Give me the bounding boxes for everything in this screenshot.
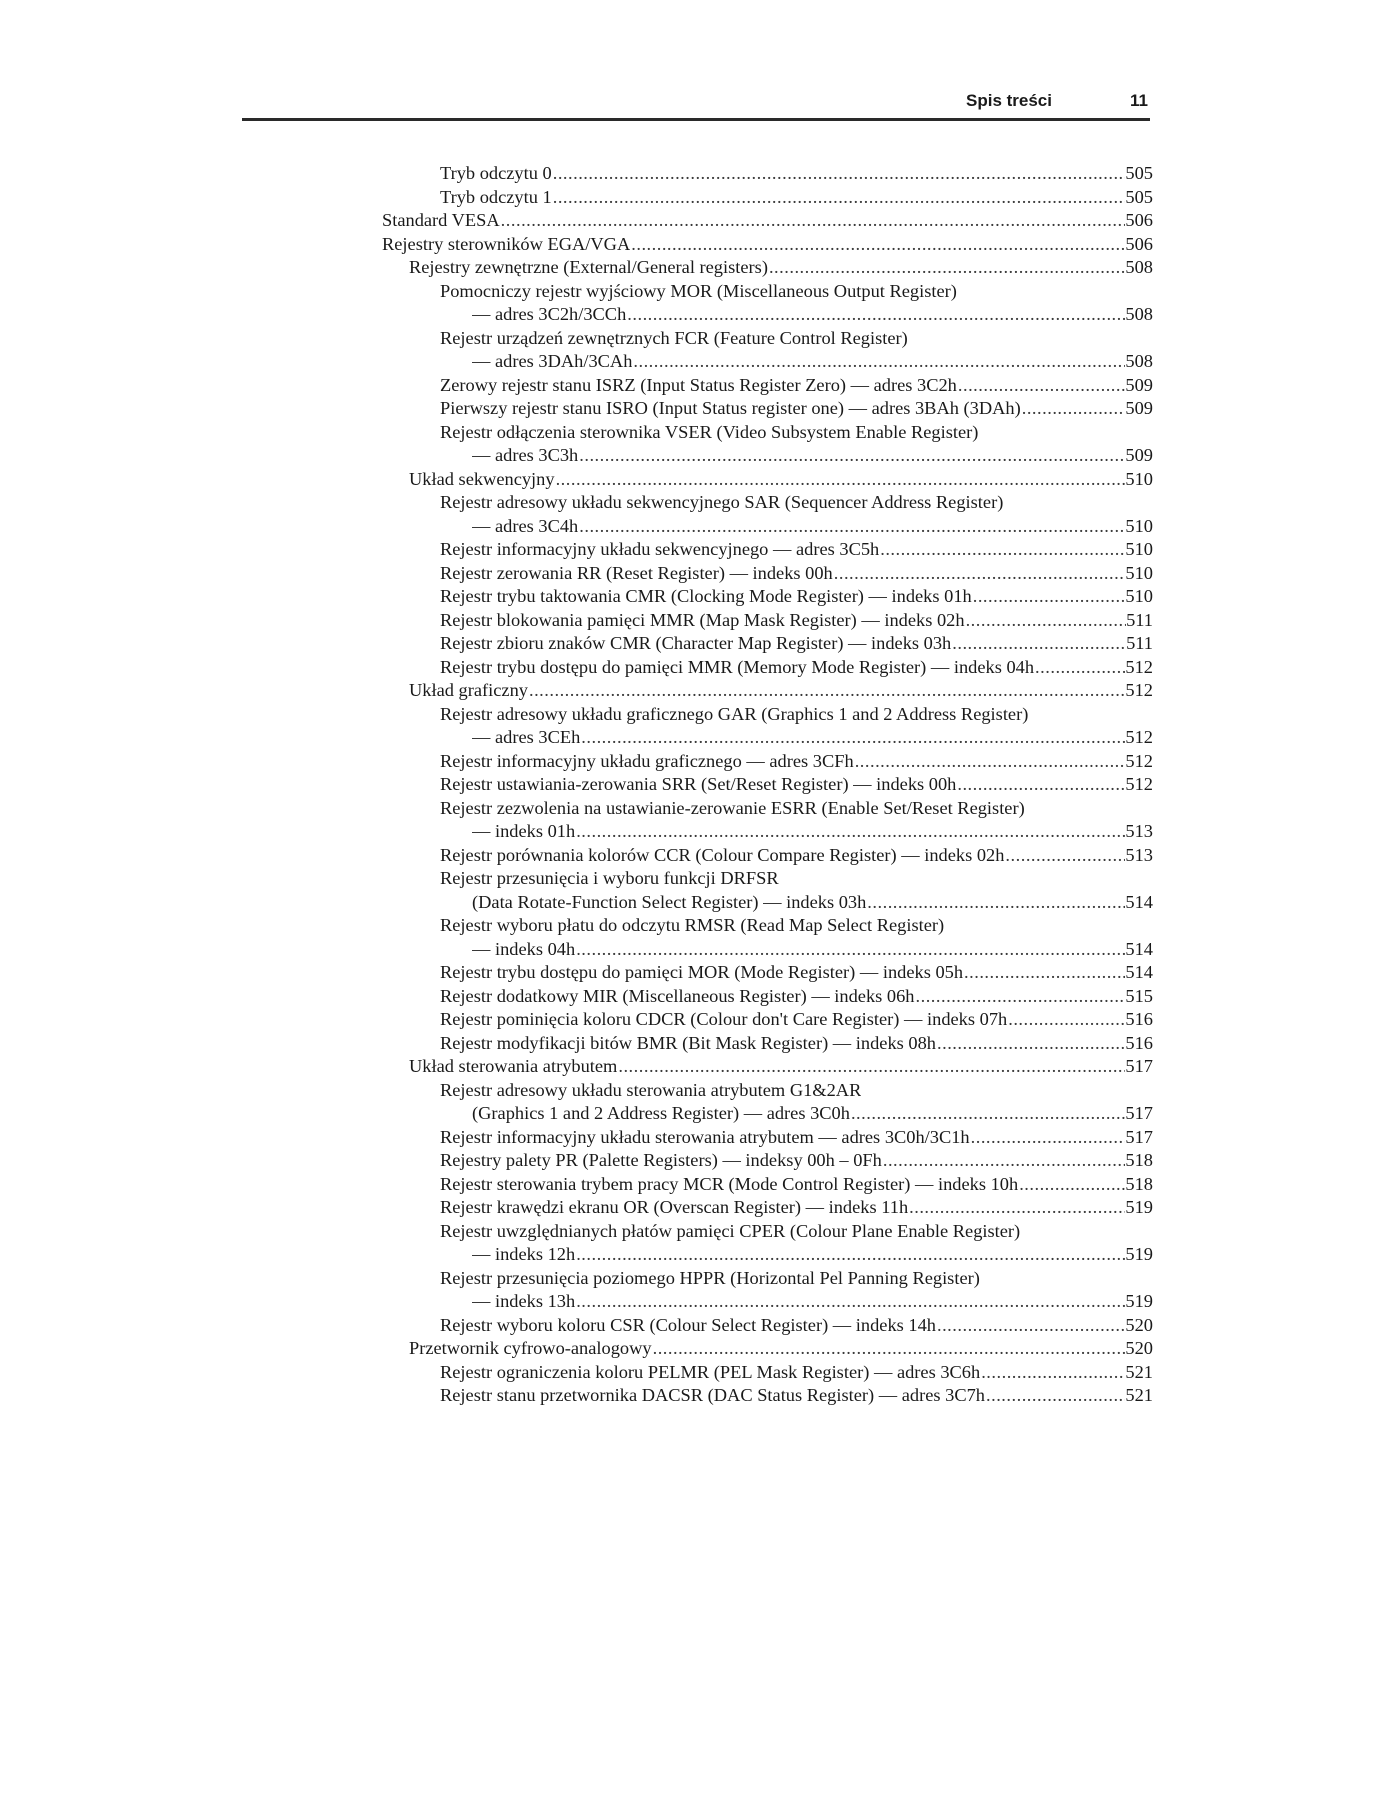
toc-entry-title: Rejestr informacyjny układu graficznego — adres 3CFh (440, 750, 854, 771)
toc-leader-dots (579, 444, 1125, 468)
toc-entry-title: Zerowy rejestr stanu ISRZ (Input Status Register Zero) — adres 3C2h (440, 374, 957, 395)
toc-leader-dots (937, 1314, 1125, 1338)
toc-entry-page: 511 (1126, 609, 1153, 630)
toc-entry[interactable] (382, 797, 1153, 821)
toc-entry-title: Rejestr trybu taktowania CMR (Clocking Mode Register) — indeks 01h (440, 586, 972, 606)
toc-leader-dots (581, 726, 1125, 750)
toc-entry-page: 519 (1125, 1197, 1153, 1217)
toc-leader-dots (973, 585, 1126, 609)
toc-entry-title: (Data Rotate-Function Select Register) — indeks 03h (472, 891, 867, 912)
toc-entry-title: Rejestr trybu dostępu do pamięci MMR (Memory Mode Register) — indeks 04h (440, 656, 1035, 677)
toc-leader-dots (937, 1032, 1125, 1056)
toc-entry-title: Rejestr przesunięcia poziomego HPPR (Horizontal Pel Panning Register) (440, 1267, 980, 1288)
toc-entry-page: 520 (1125, 1338, 1153, 1358)
toc-entry-page: 512 (1125, 656, 1153, 677)
toc-entry[interactable] (382, 327, 1153, 351)
toc-entry[interactable] (382, 444, 1153, 468)
toc-entry-page: 517 (1125, 1103, 1153, 1123)
toc-entry-page: 509 (1125, 398, 1153, 418)
toc-entry[interactable] (382, 679, 1153, 703)
toc-entry-page: 508 (1125, 351, 1153, 371)
toc-leader-dots (855, 750, 1126, 774)
toc-entry[interactable] (382, 350, 1153, 374)
toc-entry[interactable] (382, 914, 1153, 938)
toc-leader-dots (627, 303, 1125, 327)
toc-entry-page: 521 (1125, 1361, 1153, 1382)
toc-entry-page: 519 (1125, 1244, 1153, 1264)
toc-entry[interactable] (382, 1314, 1153, 1338)
toc-entry[interactable] (382, 609, 1153, 633)
toc-leader-dots (986, 1384, 1125, 1408)
toc-entry[interactable] (382, 1032, 1153, 1056)
toc-leader-dots (1022, 397, 1126, 421)
toc-entry-title: Rejestr uwzględnianych płatów pamięci CPER (Colour Plane Enable Register) (440, 1220, 1021, 1241)
toc-entry-page: 510 (1125, 468, 1153, 489)
toc-leader-dots (957, 773, 1125, 797)
toc-leader-dots (553, 186, 1126, 210)
toc-entry-title: — indeks 04h (472, 938, 576, 959)
toc-entry-title: Rejestr urządzeń zewnętrznych FCR (Feature Control Register) (440, 327, 908, 348)
toc-entry-page: 512 (1125, 727, 1153, 747)
toc-entry-title: Przetwornik cyfrowo-analogowy (409, 1338, 652, 1358)
toc-entry[interactable] (382, 985, 1153, 1009)
toc-entry[interactable] (382, 703, 1153, 727)
toc-leader-dots (1005, 844, 1125, 868)
toc-entry-title: — adres 3C3h (472, 445, 579, 465)
toc-entry[interactable] (382, 1243, 1153, 1267)
toc-leader-dots (971, 1126, 1126, 1150)
toc-entry-title: Rejestr modyfikacji bitów BMR (Bit Mask Register) — indeks 08h (440, 1032, 936, 1053)
toc-leader-dots (576, 1290, 1125, 1314)
toc-entry-page: 510 (1125, 562, 1153, 583)
toc-leader-dots (1035, 656, 1125, 680)
toc-entry-title: Rejestr zezwolenia na ustawianie-zerowanie ESRR (Enable Set/Reset Register) (440, 797, 1025, 818)
toc-entry-title: — indeks 13h (472, 1291, 576, 1311)
toc-entry-page: 518 (1125, 1150, 1153, 1170)
toc-entry[interactable] (382, 209, 1153, 233)
toc-leader-dots (952, 632, 1126, 656)
toc-entry[interactable] (382, 1079, 1153, 1103)
toc-entry-title: Rejestr ustawiania-zerowania SRR (Set/Reset Register) — indeks 00h (440, 774, 957, 794)
toc-entry-page: 513 (1125, 844, 1153, 865)
toc-entry-title: Standard VESA (382, 210, 500, 230)
toc-entry-title: Rejestr adresowy układu sterowania atrybutem G1&2AR (440, 1079, 862, 1100)
toc-entry-title: — adres 3DAh/3CAh (472, 351, 633, 371)
toc-entry[interactable] (382, 844, 1153, 868)
toc-entry[interactable] (382, 515, 1153, 539)
toc-entry[interactable] (382, 961, 1153, 985)
toc-entry[interactable] (382, 421, 1153, 445)
toc-leader-dots (909, 1196, 1125, 1220)
toc-entry-page: 505 (1125, 163, 1153, 183)
toc-entry-title: Tryb odczytu 1 (440, 186, 552, 207)
toc-entry-page: 510 (1125, 586, 1153, 606)
toc-entry[interactable] (382, 186, 1153, 210)
toc-entry[interactable] (382, 538, 1153, 562)
toc-entry-title: Rejestry palety PR (Palette Registers) — indeksy 00h – 0Fh (440, 1150, 882, 1170)
toc-entry-title: Rejestr wyboru płatu do odczytu RMSR (Read Map Select Register) (440, 915, 945, 935)
toc-entry[interactable] (382, 280, 1153, 304)
toc-entry-page: 517 (1125, 1056, 1153, 1076)
toc-entry-page: 506 (1125, 210, 1153, 230)
toc-leader-dots (529, 679, 1125, 703)
toc-entry-title: Rejestr wyboru koloru CSR (Colour Select Register) — indeks 14h (440, 1314, 936, 1335)
toc-entry[interactable] (382, 303, 1153, 327)
toc-leader-dots (631, 233, 1125, 257)
toc-entry-page: 517 (1125, 1126, 1153, 1147)
toc-entry-title: Rejestr trybu dostępu do pamięci MOR (Mode Register) — indeks 05h (440, 962, 964, 982)
toc-entry-title: Rejestr zbioru znaków CMR (Character Map Register) — indeks 03h (440, 633, 952, 653)
toc-entry[interactable] (382, 1008, 1153, 1032)
toc-entry-title: Rejestr zerowania RR (Reset Register) — indeks 00h (440, 562, 833, 583)
toc-entry-title: Rejestr porównania kolorów CCR (Colour Compare Register) — indeks 02h (440, 844, 1005, 865)
toc-leader-dots (834, 562, 1126, 586)
toc-entry[interactable] (382, 1361, 1153, 1385)
toc-entry-title: — indeks 01h (472, 821, 576, 841)
toc-entry-title: Rejestr blokowania pamięci MMR (Map Mask Register) — indeks 02h (440, 609, 965, 630)
toc-leader-dots (653, 1337, 1126, 1361)
toc-entry[interactable] (382, 891, 1153, 915)
toc-entry-title: Rejestr przesunięcia i wyboru funkcji DRFSR (440, 868, 779, 888)
toc-entry[interactable] (382, 585, 1153, 609)
toc-entry-page: 520 (1125, 1314, 1153, 1335)
toc-entry[interactable] (382, 1173, 1153, 1197)
toc-leader-dots (556, 468, 1126, 492)
toc-entry[interactable] (382, 468, 1153, 492)
toc-entry-title: Pomocniczy rejestr wyjściowy MOR (Miscellaneous Output Register) (440, 280, 957, 301)
toc-entry-page: 521 (1125, 1385, 1153, 1405)
toc-entry-page: 505 (1125, 186, 1153, 207)
toc-leader-dots (981, 1361, 1125, 1385)
toc-leader-dots (1019, 1173, 1125, 1197)
toc-entry[interactable] (382, 256, 1153, 280)
toc-entry-page: 511 (1126, 633, 1153, 653)
toc-entry-page: 509 (1125, 445, 1153, 465)
toc-entry-page: 514 (1125, 962, 1153, 982)
toc-entry[interactable] (382, 1126, 1153, 1150)
running-header (242, 90, 1150, 121)
toc-entry-page: 516 (1125, 1009, 1153, 1029)
toc-entry-title: Tryb odczytu 0 (440, 163, 552, 183)
toc-entry-page: 519 (1125, 1291, 1153, 1311)
toc-leader-dots (916, 985, 1126, 1009)
toc-entry[interactable] (382, 867, 1153, 891)
toc-entry-title: Rejestr adresowy układu graficznego GAR (Graphics 1 and 2 Address Register) (440, 703, 1029, 724)
toc-entry-title: (Graphics 1 and 2 Address Register) — adres 3C0h (472, 1103, 850, 1123)
toc-entry[interactable] (382, 750, 1153, 774)
toc-entry-title: Rejestr pominięcia koloru CDCR (Colour don't Care Register) — indeks 07h (440, 1009, 1008, 1029)
toc-entry-title: Pierwszy rejestr stanu ISRO (Input Status register one) — adres 3BAh (3DAh) (440, 398, 1021, 418)
toc-entry-page: 513 (1125, 821, 1153, 841)
toc-entry[interactable] (382, 632, 1153, 656)
toc-entry-title: Rejestr informacyjny układu sekwencyjnego — adres 3C5h (440, 539, 880, 559)
toc-entry-page: 509 (1125, 374, 1153, 395)
toc-leader-dots (867, 891, 1125, 915)
toc-entry-page: 514 (1125, 891, 1153, 912)
toc-entry[interactable] (382, 1267, 1153, 1291)
toc-entry-title: — indeks 12h (472, 1244, 576, 1264)
toc-entry-title: Rejestry sterowników EGA/VGA (382, 233, 631, 254)
toc-entry[interactable] (382, 397, 1153, 421)
toc-entry-page: 508 (1125, 304, 1153, 324)
toc-entry-title: — adres 3C2h/3CCh (472, 304, 627, 324)
table-of-contents (382, 162, 1153, 1408)
toc-entry[interactable] (382, 1149, 1153, 1173)
toc-entry-title: Rejestr stanu przetwornika DACSR (DAC Status Register) — adres 3C7h (440, 1385, 986, 1405)
toc-entry[interactable] (382, 1337, 1153, 1361)
toc-leader-dots (618, 1055, 1125, 1079)
page-number: 11 (1130, 91, 1148, 110)
toc-entry-title: Rejestr ograniczenia koloru PELMR (PEL Mask Register) — adres 3C6h (440, 1361, 981, 1382)
header-title: Spis treści (966, 91, 1052, 110)
toc-leader-dots (851, 1102, 1125, 1126)
toc-leader-dots (576, 1243, 1125, 1267)
toc-entry-title: Układ sekwencyjny (409, 468, 555, 489)
toc-entry[interactable] (382, 1384, 1153, 1408)
toc-leader-dots (501, 209, 1126, 233)
toc-entry-page: 514 (1125, 938, 1153, 959)
toc-entry-page: 515 (1125, 985, 1153, 1006)
toc-entry-title: Rejestr dodatkowy MIR (Miscellaneous Register) — indeks 06h (440, 985, 915, 1006)
toc-entry-title: — adres 3CEh (472, 727, 581, 747)
toc-entry-page: 512 (1125, 680, 1153, 700)
toc-leader-dots (576, 820, 1125, 844)
toc-entry[interactable] (382, 1055, 1153, 1079)
toc-leader-dots (769, 256, 1125, 280)
toc-leader-dots (633, 350, 1125, 374)
toc-entry-title: Rejestr adresowy układu sekwencyjnego SAR (Sequencer Address Register) (440, 492, 1004, 512)
toc-entry-title: — adres 3C4h (472, 515, 579, 536)
toc-entry[interactable] (382, 491, 1153, 515)
toc-leader-dots (576, 938, 1125, 962)
toc-entry[interactable] (382, 1220, 1153, 1244)
toc-entry-page: 506 (1125, 233, 1153, 254)
toc-entry[interactable] (382, 656, 1153, 680)
toc-entry[interactable] (382, 233, 1153, 257)
toc-leader-dots (883, 1149, 1126, 1173)
toc-entry-page: 512 (1125, 774, 1153, 794)
toc-entry[interactable] (382, 726, 1153, 750)
toc-entry[interactable] (382, 1102, 1153, 1126)
toc-entry-page: 518 (1125, 1173, 1153, 1194)
toc-leader-dots (880, 538, 1125, 562)
toc-entry-title: Rejestr odłączenia sterownika VSER (Video Subsystem Enable Register) (440, 421, 979, 442)
toc-entry[interactable] (382, 820, 1153, 844)
toc-entry[interactable] (382, 773, 1153, 797)
toc-leader-dots (553, 162, 1126, 186)
toc-entry-title: Rejestr sterowania trybem pracy MCR (Mode Control Register) — indeks 10h (440, 1173, 1019, 1194)
toc-entry-title: Układ sterowania atrybutem (409, 1056, 618, 1076)
toc-entry-title: Rejestry zewnętrzne (External/General registers) (409, 257, 768, 277)
toc-entry[interactable] (382, 374, 1153, 398)
toc-leader-dots (964, 961, 1125, 985)
toc-entry[interactable] (382, 938, 1153, 962)
toc-entry-page: 512 (1125, 750, 1153, 771)
toc-leader-dots (1008, 1008, 1125, 1032)
toc-entry-page: 510 (1125, 539, 1153, 559)
toc-leader-dots (966, 609, 1127, 633)
toc-entry-page: 516 (1125, 1032, 1153, 1053)
toc-leader-dots (579, 515, 1125, 539)
toc-entry[interactable] (382, 562, 1153, 586)
toc-entry[interactable] (382, 162, 1153, 186)
toc-entry[interactable] (382, 1196, 1153, 1220)
toc-entry-page: 510 (1125, 515, 1153, 536)
toc-entry-title: Rejestr informacyjny układu sterowania atrybutem — adres 3C0h/3C1h (440, 1126, 970, 1147)
toc-entry-page: 508 (1125, 257, 1153, 277)
toc-leader-dots (958, 374, 1126, 398)
toc-entry-title: Układ graficzny (409, 680, 528, 700)
toc-entry-title: Rejestr krawędzi ekranu OR (Overscan Register) — indeks 11h (440, 1197, 909, 1217)
toc-entry[interactable] (382, 1290, 1153, 1314)
